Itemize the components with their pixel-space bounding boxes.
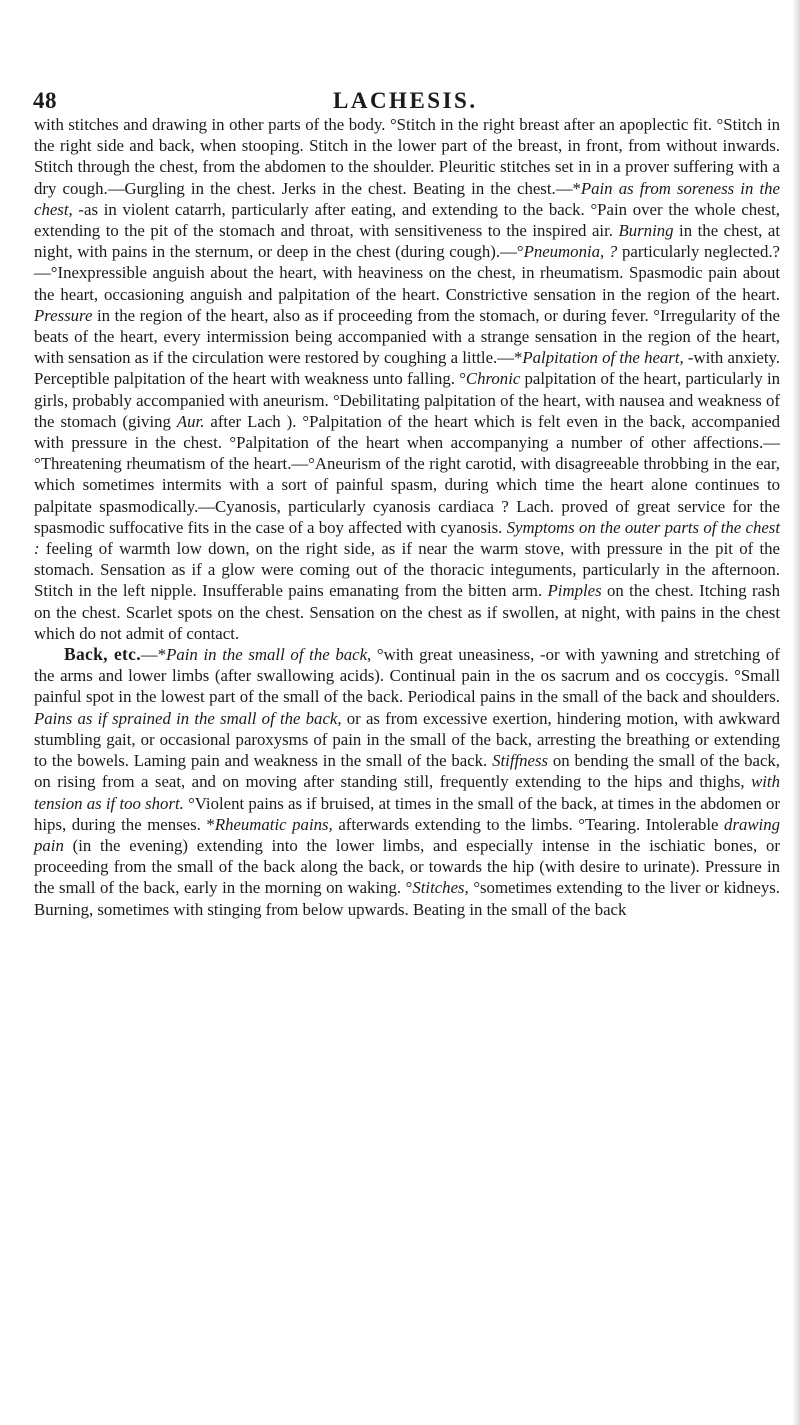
italic-run: Stiffness: [492, 751, 549, 771]
text-run: or as from excessive exertion, hindering motion, with awkward stumbling gait, or occasional paroxysms of pain in the small of the back, arresting the breathing or extending to the bowels. Laming pain and weakness in the small of the back.: [34, 708, 780, 771]
text-run: in the chest, at night, with pains in the sternum, or deep in the chest (during cough).—°: [34, 221, 780, 262]
italic-run: Rheumatic pains,: [214, 814, 333, 834]
text-run: palpitation of the heart, particularly in girls, probably accompanied with aneurism. °Debilitating palpitation of the heart, with nausea and weakness of the stomach (giving: [34, 369, 780, 431]
text-run: °sometimes extending to the liver or kidneys. Burning, sometimes with stinging from below upwards. Beating in the small of the back: [34, 878, 780, 919]
italic-run: Chronic: [465, 369, 521, 389]
italic-run: Pneumonia, ?: [523, 242, 618, 262]
body-text: [34, 114, 780, 920]
italic-run: Stitches,: [412, 878, 469, 898]
text-run: with stitches and drawing in other parts of the body. °Stitch in the right breast after an apoplectic fit. °Stitch in the right side and back, when stooping. Stitch in the lower part of the breast, in front, from without inwards. Stitch through the chest, from the abdomen to the shoulder. Pleuritic stitches set in in a prover suffering with a dry cough.—Gurgling in the chest. Jerks in the chest. Beating in the chest.—*: [34, 115, 780, 198]
running-title: LACHESIS.: [333, 88, 478, 113]
text-run: °Violent pains as if bruised, at times in the small of the back, at times in the abdomen or hips, during the menses. *: [34, 793, 780, 834]
text-run: °with great uneasiness, -or with yawning and stretching of the arms and lower limbs (after swallowing acids). Continual pain in the os sacrum and os coccygis. °Small painful spot in the lowest part of the small of the back. Periodical pains in the small of the back and shoulders.: [34, 645, 780, 707]
text-run: on the chest. Itching rash on the chest. Scarlet spots on the chest. Sensation on the chest as if swollen, at night, with pains in the chest which do not admit of contact.: [34, 581, 780, 643]
text-run: particularly neglected.?—°Inexpressible anguish about the heart, with heaviness on the chest, in rheumatism. Spasmodic pain about the heart, occasioning anguish and palpitation of the heart. Constrictive sensation in the region of the heart.: [34, 242, 780, 304]
italic-run: Aur.: [176, 411, 205, 431]
text-run: after Lach ). °Palpitation of the heart which is felt even in the back, accompanied with pressure in the chest. °Palpitation of the heart when accompanying a number of other affections.—°Threatening rheumatism of the heart.—°Aneurism of the right carotid, with disagreeable throbbing in the ear, which sometimes intermits with a sort of painful spasm, during which time the heart alone continues to palpitate spasmodically.—Cyanosis, particularly cyanosis cardiaca ? Lach. proved of great service for the spasmodic suffocative fits in the case of a boy affected with cyanosis.: [34, 411, 780, 537]
paragraph-chest: [34, 114, 780, 644]
italic-run: Burning: [618, 221, 674, 241]
italic-run: drawing pain: [34, 814, 780, 855]
text-run: in the region of the heart, also as if proceeding from the stomach, or during fever. °Irregularity of the beats of the heart, every intermission being accompanied with a strange sensation in the region of the heart, with sensation as if the circulation were restored by coughing a little.—*: [34, 305, 780, 368]
text-run: -with anxiety. Perceptible palpitation of the heart with weakness unto falling. °: [34, 348, 781, 389]
text-run: (in the evening) extending into the lower limbs, and especially intense in the ischiatic bones, or proceeding from the small of the back along the back, or towards the hip (with desire to urinate). Pressure in the small of the back, early in the morning on waking. °: [34, 835, 780, 898]
italic-run: Symptoms on the outer parts of the chest :: [34, 517, 780, 559]
italic-run: Pimples: [547, 581, 602, 601]
italic-run: Pressure: [34, 305, 93, 325]
italic-run: Palpitation of the heart,: [522, 348, 684, 368]
text-run: feeling of warmth low down, on the right side, as if near the warm stove, with pressure in the pit of the stomach. Sensation as if a glow were coming out of the thoracic integuments, particularly in the afternoon. Stitch in the left nipple. Insufferable pains emanating from the bitten arm.: [34, 539, 780, 601]
italic-run: Pain as from soreness in the chest,: [34, 178, 780, 219]
section-heading-back: Back, etc.: [64, 644, 141, 665]
page-edge-shadow: [792, 0, 800, 1425]
paragraph-back: [34, 644, 780, 920]
page-number: 48: [33, 88, 57, 113]
italic-run: Pain in the small of the back,: [166, 645, 372, 665]
text-run: afterwards extending to the limbs. °Tearing. Intolerable: [332, 814, 725, 834]
text-run: -as in violent catarrh, particularly after eating, and extending to the back. °Pain over the whole chest, extending to the pit of the stomach and throat, with sensitiveness to the inspired air.: [34, 199, 780, 241]
page-header: [33, 88, 778, 114]
italic-run: Pains as if sprained in the small of the back,: [34, 708, 342, 728]
italic-run: with tension as if too short.: [34, 772, 780, 813]
text-run: —*: [140, 645, 167, 665]
text-run: on bending the small of the back, on rising from a seat, and on moving after standing still, frequently extending to the hips and thighs,: [34, 751, 780, 792]
